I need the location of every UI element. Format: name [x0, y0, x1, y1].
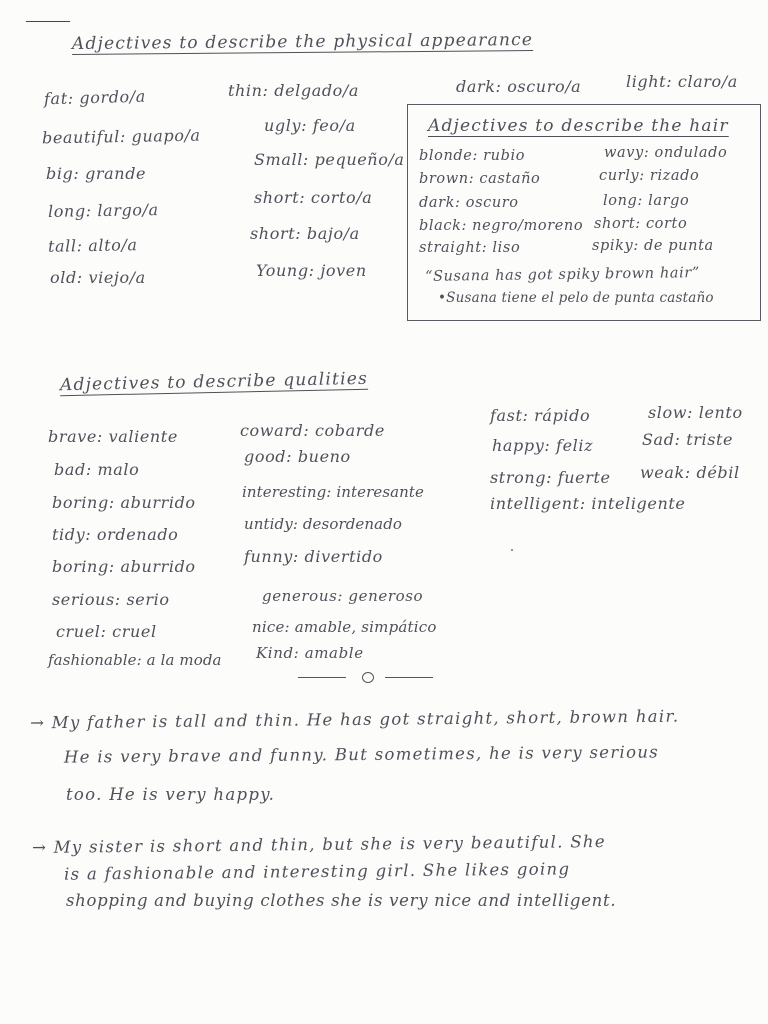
- qualities-section-title: Adjectives to describe qualities: [59, 368, 369, 396]
- paragraph-line: → My father is tall and thin. He has got straight, short, brown hair.: [29, 706, 680, 733]
- quality-item: funny: divertido: [244, 547, 383, 566]
- physical-item: tall: alto/a: [47, 235, 138, 256]
- quality-item: good: bueno: [244, 447, 351, 466]
- quality-item: nice: amable, simpático: [252, 618, 437, 636]
- quality-item: weak: débil: [640, 463, 740, 482]
- quality-item: intelligent: inteligente: [490, 494, 686, 513]
- quality-item: fast: rápido: [490, 406, 591, 425]
- quality-item: interesting: interesante: [242, 483, 425, 501]
- hair-example-english: “Susana has got spiky brown hair”: [424, 265, 700, 285]
- paragraph-line: too. He is very happy.: [66, 785, 276, 804]
- hair-item: brown: castaño: [419, 171, 541, 187]
- hair-item: black: negro/moreno: [419, 218, 584, 234]
- divider-line-right: [385, 677, 433, 678]
- physical-item: fat: gordo/a: [43, 86, 147, 109]
- hair-item: curly: rizado: [599, 168, 700, 184]
- physical-item: beautiful: guapo/a: [41, 125, 201, 148]
- physical-item: thin: delgado/a: [228, 81, 360, 100]
- quality-item: boring: aburrido: [52, 557, 196, 576]
- physical-item: short: bajo/a: [250, 224, 360, 243]
- hair-item: short: corto: [594, 216, 688, 232]
- paragraph-line: shopping and buying clothes she is very nice and intelligent.: [66, 891, 617, 910]
- physical-item: short: corto/a: [254, 188, 373, 207]
- quality-item: tidy: ordenado: [52, 525, 179, 544]
- hair-item: blonde: rubio: [419, 148, 526, 164]
- quality-item: fashionable: a la moda: [48, 651, 222, 669]
- quality-item: untidy: desordenado: [244, 515, 403, 533]
- quality-item: serious: serio: [52, 590, 170, 609]
- hair-example-spanish: •Susana tiene el pelo de punta castaño: [438, 290, 714, 306]
- physical-item: light: claro/a: [626, 72, 738, 91]
- hair-item: long: largo: [603, 193, 690, 209]
- divider-circle: [362, 672, 374, 683]
- physical-item: ugly: feo/a: [264, 116, 356, 135]
- stray-dot: [511, 549, 513, 551]
- corner-mark: [26, 21, 70, 22]
- hair-item: dark: oscuro: [419, 195, 519, 211]
- quality-item: cruel: cruel: [56, 622, 157, 641]
- physical-item: dark: oscuro/a: [456, 77, 582, 96]
- hair-box: [407, 104, 761, 321]
- quality-item: coward: cobarde: [240, 421, 385, 440]
- divider-line-left: [298, 677, 346, 678]
- quality-item: strong: fuerte: [490, 468, 611, 487]
- hair-item: spiky: de punta: [592, 238, 714, 254]
- quality-item: bad: malo: [54, 460, 140, 479]
- quality-item: boring: aburrido: [52, 493, 196, 512]
- physical-item: Small: pequeño/a: [254, 150, 405, 169]
- quality-item: Sad: triste: [642, 430, 734, 449]
- quality-item: happy: feliz: [492, 436, 594, 455]
- physical-item: long: largo/a: [47, 200, 159, 221]
- physical-item: Young: joven: [256, 261, 367, 280]
- hair-item: wavy: ondulado: [604, 145, 728, 161]
- quality-item: Kind: amable: [256, 644, 364, 662]
- hair-section-title: Adjectives to describe the hair: [428, 116, 729, 136]
- quality-item: slow: lento: [648, 403, 743, 422]
- physical-item: big: grande: [46, 164, 147, 183]
- paragraph-line: is a fashionable and interesting girl. She likes going: [63, 859, 571, 884]
- physical-section-title: Adjectives to describe the physical appearance: [71, 29, 534, 55]
- hair-item: straight: liso: [419, 240, 521, 256]
- quality-item: generous: generoso: [262, 587, 424, 605]
- paragraph-line: → My sister is short and thin, but she is very beautiful. She: [31, 831, 606, 858]
- paragraph-line: He is very brave and funny. But sometimes, he is very serious: [63, 742, 660, 767]
- quality-item: brave: valiente: [48, 427, 178, 446]
- physical-item: old: viejo/a: [50, 268, 146, 287]
